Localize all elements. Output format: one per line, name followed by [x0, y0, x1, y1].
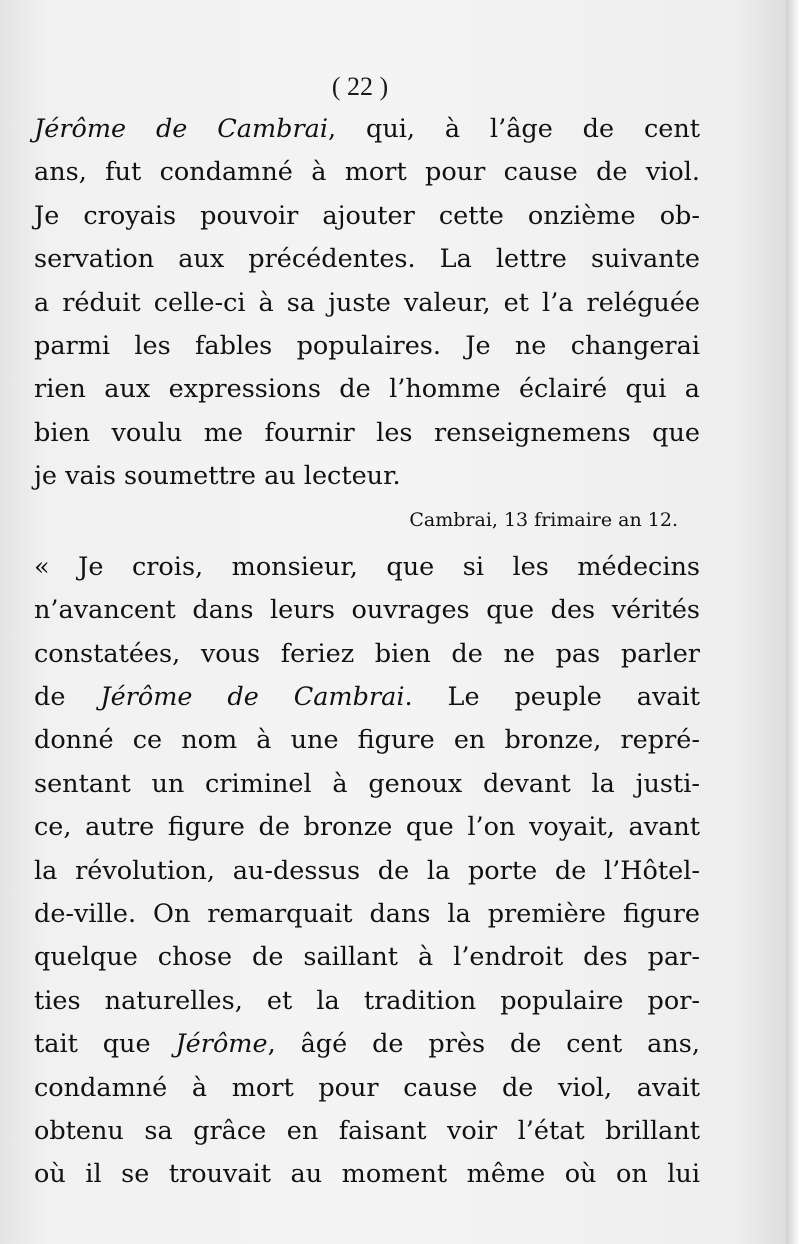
letter-line: de Jérôme de Cambrai. Le peuple avait	[34, 682, 700, 713]
text-line: Jérôme de Cambrai, qui, à l’âge de cent	[34, 114, 700, 144]
page-text	[34, 108, 700, 1197]
text-line: Je croyais pouvoir ajouter cette onzième ob-	[34, 200, 700, 231]
letter-line: constatées, vous feriez bien de ne pas parler	[34, 638, 700, 669]
page-number: ( 22 )	[331, 72, 389, 101]
letter-line: obtenu sa grâce en faisant voir l’état brillant	[34, 1115, 700, 1146]
letter-line: où il se trouvait au moment même où on lui	[34, 1159, 700, 1190]
letter-line: la révolution, au-dessus de la porte de l’Hôtel-	[34, 855, 700, 886]
text-line: je vais soumettre au lecteur.	[34, 461, 401, 492]
letter-line: « Je crois, monsieur, que si les médecins	[34, 551, 700, 582]
letter-line: donné ce nom à une figure en bronze, repré-	[34, 725, 700, 756]
text-line: a réduit celle-ci à sa juste valeur, et l’a reléguée	[34, 287, 700, 318]
letter-line: condamné à mort pour cause de viol, avait	[34, 1072, 700, 1103]
dateline: Cambrai, 13 frimaire an 12.	[409, 508, 678, 531]
text-line: servation aux précédentes. La lettre suivante	[34, 244, 700, 275]
letter-line: quelque chose de saillant à l’endroit des par-	[34, 942, 700, 973]
letter-line: ce, autre figure de bronze que l’on voyait, avant	[34, 812, 700, 843]
page-edge	[786, 0, 800, 1244]
text-line: bien voulu me fournir les renseignemens que	[34, 417, 700, 448]
letter-line: de-ville. On remarquait dans la première figure	[34, 899, 700, 930]
letter-line: sentant un criminel à genoux devant la justi-	[34, 768, 700, 799]
letter-line: tait que Jérôme, âgé de près de cent ans,	[34, 1029, 700, 1060]
text-line: ans, fut condamné à mort pour cause de viol.	[34, 157, 700, 188]
letter-line: ties naturelles, et la tradition populaire por-	[34, 985, 700, 1016]
text-line: parmi les fables populaires. Je ne changerai	[34, 330, 700, 361]
letter-line: n’avancent dans leurs ouvrages que des vérités	[34, 595, 700, 626]
text-line: rien aux expressions de l’homme éclairé qui a	[34, 374, 700, 405]
